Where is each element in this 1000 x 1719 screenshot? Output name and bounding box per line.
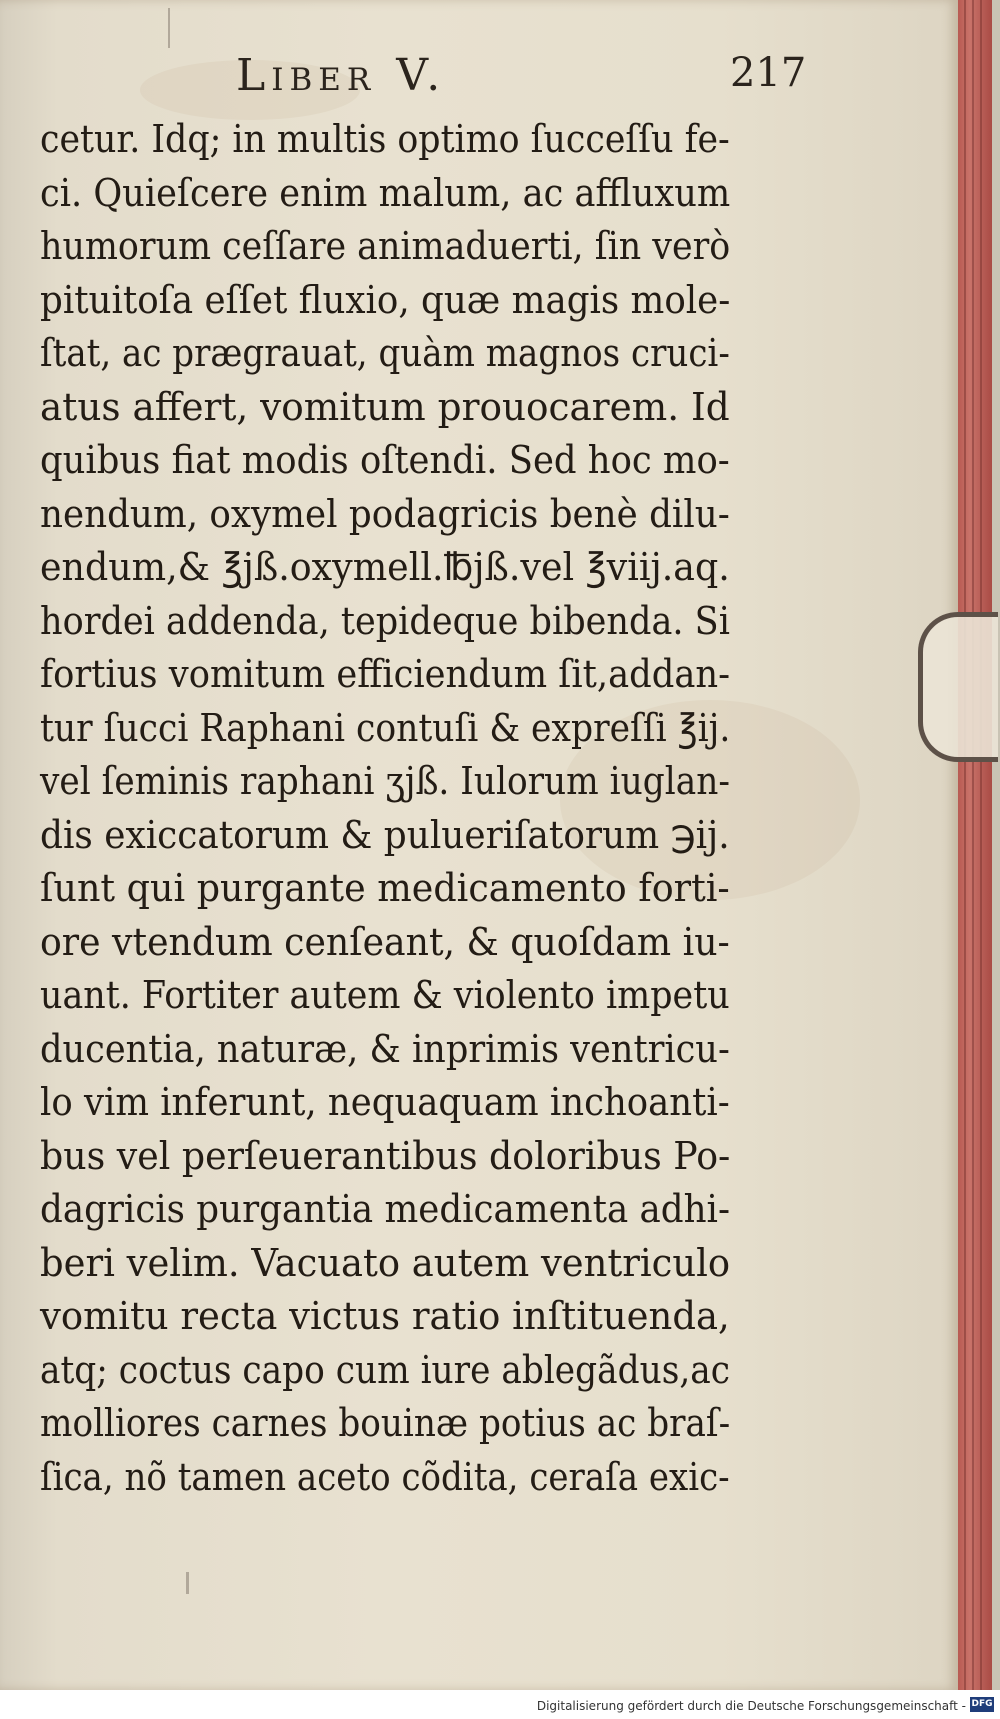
- text-line: tur ſucci Raphani contuſi & expreſſi ℥ij.: [40, 705, 731, 750]
- text-line: pituitoſa eſſet fluxio, quæ magis mole-: [40, 277, 731, 322]
- text-line: humorum ceſſare animaduerti, ſin verò: [40, 224, 731, 268]
- text-line: hordei addenda, tepideque bibenda. Si: [40, 598, 730, 643]
- running-title: Liber V.: [236, 50, 447, 101]
- book-clamp: [918, 612, 998, 762]
- digitization-credit: Digitalisierung gefördert durch die Deutsche Forschungsgemeinschaft -: [536, 1699, 966, 1713]
- page-edge-line: [964, 0, 966, 1690]
- page-edge-line: [972, 0, 974, 1690]
- text-line: dagricis purgantia medicamenta adhi-: [40, 1187, 731, 1231]
- pencil-mark: [168, 8, 170, 48]
- body-text: [40, 113, 840, 1504]
- text-line: atus affert, vomitum prouocarem. Id: [40, 384, 730, 429]
- text-line: fortius vomitum efficiendum ſit,addan-: [40, 652, 731, 696]
- text-line: dis exiccatorum & pulueriſatorum ℈ij.: [40, 812, 730, 857]
- text-line: ci. Quieſcere enim malum, ac affluxum: [40, 170, 731, 215]
- page-number: 217: [730, 50, 807, 96]
- text-line: ſunt qui purgante medicamento forti-: [40, 866, 730, 910]
- text-line: ſtat, ac prægrauat, quàm magnos cruci-: [40, 331, 730, 375]
- text-line: molliores carnes bouinæ potius ac braſ-: [40, 1401, 731, 1445]
- pencil-mark: [186, 1572, 189, 1594]
- text-line: ſica, nõ tamen aceto cõdita, ceraſa exic-: [40, 1454, 730, 1499]
- running-head: [236, 50, 446, 101]
- text-line: lo vim inferunt, nequaquam inchoanti-: [40, 1080, 730, 1124]
- text-line: ducentia, naturæ, & inprimis ventricu-: [40, 1026, 730, 1071]
- text-line: ore vtendum cenſeant, & quoſdam iu-: [40, 919, 730, 964]
- page-edge-line: [980, 0, 982, 1690]
- text-line: uant. Fortiter autem & violento impetu: [40, 973, 730, 1017]
- text-line: cetur. Idq; in multis optimo ſucceſſu fe-: [40, 117, 730, 161]
- text-line: bus vel perſeuerantibus doloribus Po-: [40, 1133, 731, 1178]
- text-line: endum,& ℥jß.oxymell.℔jß.vel ℥viij.aq.: [40, 545, 730, 589]
- text-line: atq; coctus capo cum iure ablegãdus,ac: [40, 1347, 730, 1392]
- text-line: quibus fiat modis oſtendi. Sed hoc mo-: [40, 438, 730, 482]
- text-line: vomitu recta victus ratio inſtituenda,: [40, 1294, 730, 1338]
- gilt-page-edge: [958, 0, 992, 1690]
- dfg-logo: DFG: [970, 1697, 994, 1712]
- text-line: vel ſeminis raphani ʒjß. Iulorum iuglan-: [40, 759, 730, 803]
- text-line: beri velim. Vacuato autem ventriculo: [40, 1240, 731, 1285]
- text-line: nendum, oxymel podagricis benè dilu-: [40, 491, 730, 536]
